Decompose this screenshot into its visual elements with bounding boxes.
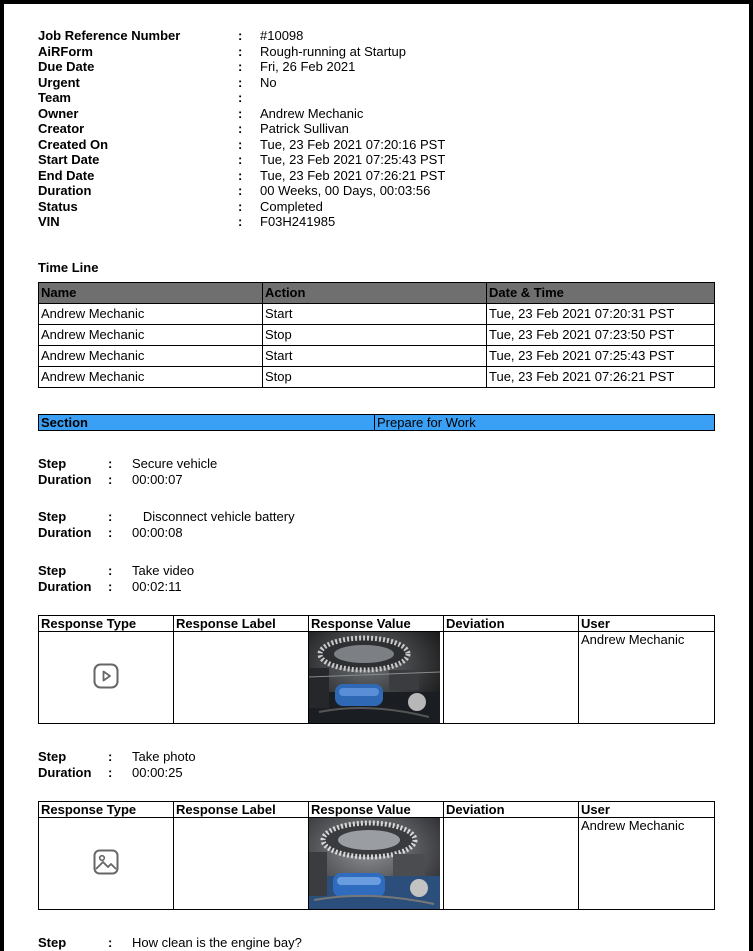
step-name: Secure vehicle [132, 456, 218, 471]
response-table [38, 615, 715, 724]
timeline-title: Time Line [38, 260, 99, 275]
step-label: Step [38, 563, 67, 578]
detail-row [38, 152, 445, 168]
separator: : [238, 105, 243, 121]
timeline-header-name: Name [39, 283, 263, 304]
step-block [38, 749, 196, 781]
detail-label: Job Reference Number [38, 28, 181, 43]
timeline-cell: Tue, 23 Feb 2021 07:23:50 PST [487, 325, 715, 346]
detail-value: #10098 [260, 28, 304, 43]
separator: : [238, 121, 243, 136]
timeline-table [38, 282, 715, 388]
separator: : [108, 456, 113, 471]
detail-value: Tue, 23 Feb 2021 07:20:16 PST [260, 136, 446, 152]
step-duration: 00:00:08 [132, 525, 183, 540]
separator: : [238, 214, 243, 229]
response-header-label: Response Label [174, 616, 309, 632]
detail-label: Team [38, 90, 71, 105]
timeline-header-datetime: Date & Time [487, 283, 715, 304]
response-table [38, 801, 715, 910]
detail-value [260, 90, 445, 106]
separator: : [108, 579, 113, 594]
separator: : [108, 563, 113, 578]
timeline-cell: Start [263, 304, 487, 325]
step-name: How clean is the engine bay? [132, 935, 302, 950]
job-details [38, 28, 445, 230]
detail-value: Rough-running at Startup [260, 43, 406, 59]
detail-label: Status [38, 198, 78, 214]
detail-label: VIN [38, 214, 60, 229]
duration-label: Duration [38, 765, 92, 780]
section-value: Prepare for Work [375, 415, 715, 431]
separator: : [108, 509, 113, 524]
detail-label: Start Date [38, 152, 100, 167]
separator: : [238, 28, 243, 43]
detail-value: No [260, 74, 277, 90]
step-block [38, 509, 295, 541]
detail-value: Tue, 23 Feb 2021 07:25:43 PST [260, 152, 446, 167]
step-name: Disconnect vehicle battery [132, 509, 295, 524]
step-block [38, 456, 217, 488]
response-value-cell [309, 632, 444, 724]
response-header-deviation: Deviation [444, 616, 579, 632]
response-header-type: Response Type [39, 802, 174, 818]
timeline-cell: Stop [263, 367, 487, 388]
response-header-deviation: Deviation [444, 802, 579, 818]
separator: : [238, 136, 243, 152]
timeline-cell: Tue, 23 Feb 2021 07:25:43 PST [487, 346, 715, 367]
step-duration: 00:00:07 [132, 472, 183, 487]
detail-row [38, 44, 445, 60]
separator: : [238, 183, 243, 198]
separator: : [238, 74, 243, 90]
table-row [39, 325, 715, 346]
detail-label: Duration [38, 183, 92, 198]
timeline-cell: Andrew Mechanic [39, 304, 263, 325]
detail-row [38, 137, 445, 153]
detail-row [38, 90, 445, 106]
step-block [38, 935, 302, 951]
separator: : [108, 765, 113, 780]
separator: : [238, 152, 243, 167]
step-label: Step [38, 935, 67, 950]
detail-row [38, 168, 445, 184]
response-deviation-cell [444, 632, 579, 724]
detail-label: Urgent [38, 74, 80, 90]
timeline-cell: Stop [263, 325, 487, 346]
separator: : [108, 472, 113, 487]
table-row [39, 367, 715, 388]
detail-label: Created On [38, 136, 109, 152]
detail-value: 00 Weeks, 00 Days, 00:03:56 [260, 183, 431, 198]
response-header-user: User [579, 802, 715, 818]
detail-value: Completed [260, 198, 323, 214]
detail-value: F03H241985 [260, 214, 336, 229]
step-duration: 00:00:25 [132, 765, 183, 780]
video-play-icon[interactable] [93, 663, 119, 692]
response-header-label: Response Label [174, 802, 309, 818]
detail-label: Creator [38, 121, 85, 136]
image-icon[interactable] [93, 849, 119, 878]
step-block [38, 563, 194, 595]
separator: : [238, 59, 243, 74]
duration-label: Duration [38, 472, 92, 487]
detail-row [38, 106, 445, 122]
duration-label: Duration [38, 525, 92, 540]
response-type-cell [39, 818, 174, 910]
detail-value: Andrew Mechanic [260, 105, 364, 121]
step-name: Take photo [132, 749, 196, 764]
engine-bay-photo[interactable] [309, 632, 440, 723]
timeline-cell: Andrew Mechanic [39, 346, 263, 367]
separator: : [108, 749, 113, 764]
timeline-cell: Andrew Mechanic [39, 325, 263, 346]
timeline-cell: Tue, 23 Feb 2021 07:26:21 PST [487, 367, 715, 388]
response-user-cell: Andrew Mechanic [579, 632, 715, 724]
detail-row [38, 59, 445, 75]
response-value-cell [309, 818, 444, 910]
table-row [39, 304, 715, 325]
detail-label: AiRForm [38, 43, 93, 59]
separator: : [238, 43, 243, 59]
section-label: Section [39, 415, 375, 431]
separator: : [238, 90, 243, 105]
section-bar [38, 414, 715, 431]
separator: : [238, 198, 243, 214]
duration-label: Duration [38, 579, 92, 594]
detail-value: Tue, 23 Feb 2021 07:26:21 PST [260, 167, 446, 183]
timeline-cell: Start [263, 346, 487, 367]
detail-value: Fri, 26 Feb 2021 [260, 59, 356, 74]
detail-row [38, 28, 445, 44]
step-name: Take video [132, 563, 195, 578]
detail-row [38, 214, 445, 230]
separator: : [108, 525, 113, 540]
response-header-type: Response Type [39, 616, 174, 632]
response-type-cell [39, 632, 174, 724]
table-row [39, 818, 715, 910]
table-row [39, 632, 715, 724]
response-label-cell [174, 818, 309, 910]
step-duration: 00:02:11 [132, 579, 182, 594]
separator: : [238, 167, 243, 183]
response-header-value: Response Value [309, 616, 444, 632]
detail-row [38, 199, 445, 215]
table-row [39, 346, 715, 367]
step-label: Step [38, 749, 67, 764]
timeline-cell: Tue, 23 Feb 2021 07:20:31 PST [487, 304, 715, 325]
separator: : [108, 935, 113, 950]
response-user-cell: Andrew Mechanic [579, 818, 715, 910]
timeline-header-action: Action [263, 283, 487, 304]
response-deviation-cell [444, 818, 579, 910]
detail-row [38, 183, 445, 199]
detail-label: End Date [38, 167, 95, 183]
response-header-value: Response Value [309, 802, 444, 818]
detail-label: Due Date [38, 59, 95, 74]
detail-label: Owner [38, 105, 79, 121]
engine-bay-photo[interactable] [309, 818, 440, 909]
detail-row [38, 121, 445, 137]
response-header-user: User [579, 616, 715, 632]
detail-row [38, 75, 445, 91]
step-label: Step [38, 456, 67, 471]
response-label-cell [174, 632, 309, 724]
timeline-cell: Andrew Mechanic [39, 367, 263, 388]
detail-value: Patrick Sullivan [260, 121, 349, 136]
step-label: Step [38, 509, 67, 524]
